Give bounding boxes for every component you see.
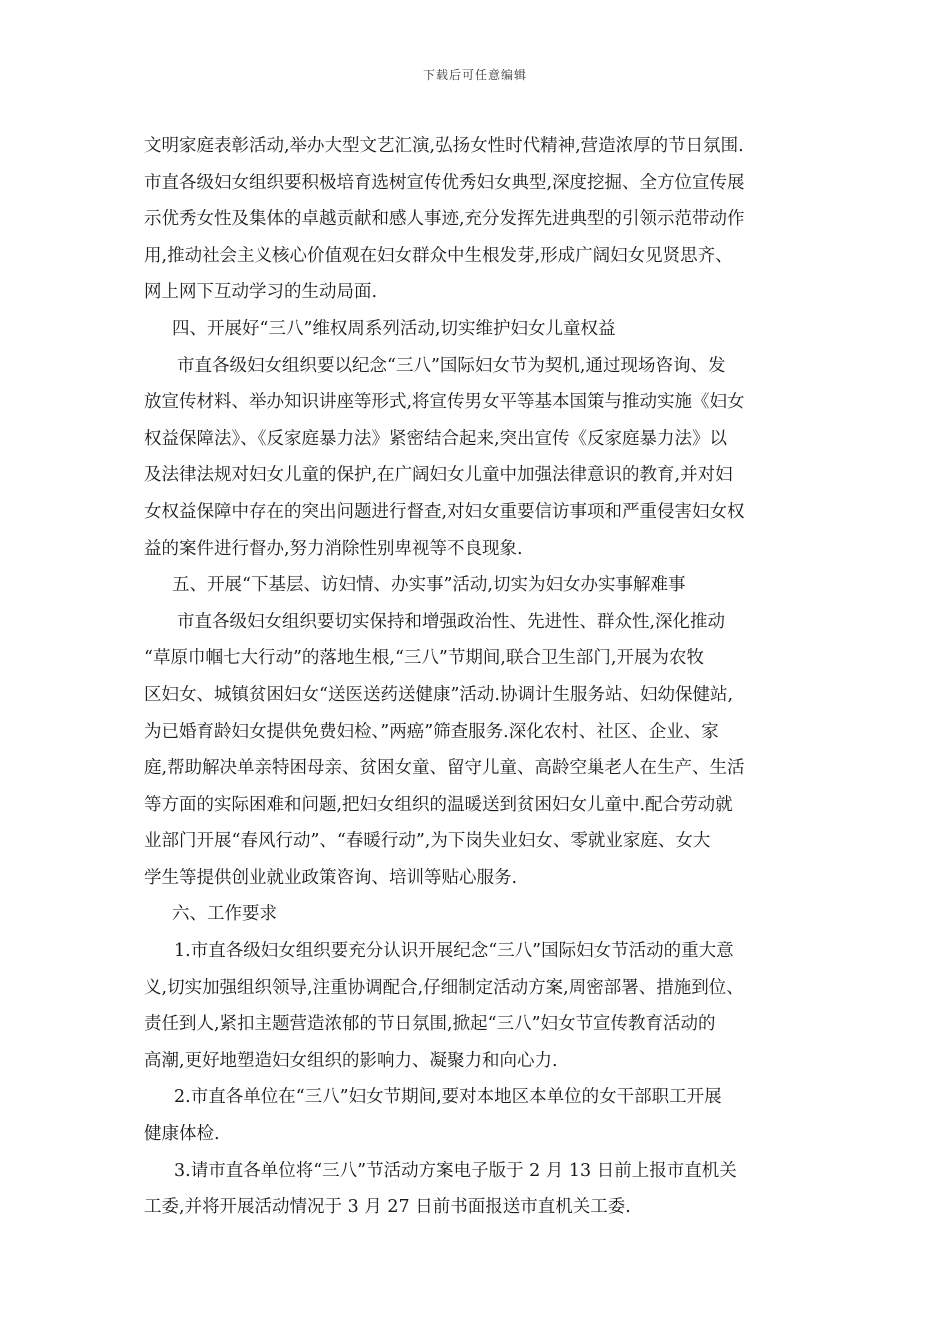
text-line: 文明家庭表彰活动,举办大型文艺汇演,弘扬女性时代精神,营造浓厚的节日氛围. (144, 136, 744, 156)
text-line: 等方面的实际困难和问题,把妇女组织的温暖送到贫困妇女儿童中.配合劳动就 (144, 794, 733, 815)
text-line: 工委,并将开展活动情况于 3 月 27 日前书面报送市直机关工委. (144, 1197, 631, 1218)
text-line: 3.请市直各单位将“三八”节活动方案电子版于 2 月 13 日前上报市直机关 (174, 1160, 737, 1181)
text-line: 市直各级妇女组织要以纪念“三八”国际妇女节为契机,通过现场咨询、发 (177, 355, 726, 376)
document-body (144, 128, 812, 1226)
text-line: 高潮,更好地塑造妇女组织的影响力、凝聚力和向心力. (144, 1050, 558, 1071)
text-line: 学生等提供创业就业政策咨询、培训等贴心服务. (144, 867, 518, 888)
text-line: 义,切实加强组织领导,注重协调配合,仔细制定活动方案,周密部署、措施到位、 (144, 977, 744, 998)
text-line: 庭,帮助解决单亲特困母亲、贫困女童、留守儿童、高龄空巢老人在生产、生活 (144, 758, 745, 779)
text-line: 益的案件进行督办,努力消除性别卑视等不良现象. (144, 538, 523, 559)
page-header-note: 下载后可任意编辑 (422, 68, 527, 82)
text-line: 为已婚育龄妇女提供免费妇检、”两癌”筛查服务.深化农村、社区、企业、家 (144, 721, 719, 742)
section-heading: 六、工作要求 (172, 904, 277, 925)
text-line: 放宣传材料、举办知识讲座等形式,将宣传男女平等基本国策与推动实施《妇女 (144, 392, 745, 413)
text-line: 用,推动社会主义核心价值观在妇女群众中生根发芽,形成广阔妇女见贤思齐、 (144, 245, 733, 266)
text-line: 市直各级妇女组织要积极培育选树宣传优秀妇女典型,深度挖掘、全方位宣传展 (144, 172, 745, 193)
text-line: “草原巾帼七大行动”的落地生根,“三八”节期间,联合卫生部门,开展为农牧 (144, 648, 704, 669)
text-line: 1.市直各级妇女组织要充分认识开展纪念“三八”国际妇女节活动的重大意 (174, 941, 734, 962)
text-line: 业部门开展“春风行动”、“春暖行动”,为下岗失业妇女、零就业家庭、女大 (144, 831, 711, 852)
text-line: 区妇女、城镇贫困妇女“送医送药送健康”活动.协调计生服务站、妇幼保健站, (144, 684, 734, 705)
text-line: 市直各级妇女组织要切实保持和增强政治性、先进性、群众性,深化推动 (177, 611, 726, 632)
text-line: 权益保障法》、《反家庭暴力法》紧密结合起来,突出宣传《反家庭暴力法》以 (144, 428, 728, 449)
text-line: 及法律法规对妇女儿童的保护,在广阔妇女儿童中加强法律意识的教育,并对妇 (144, 465, 733, 486)
text-line: 女权益保障中存在的突出问题进行督查,对妇女重要信访事项和严重侵害妇女权 (144, 501, 745, 522)
section-heading: 四、开展好“三八”维权周系列活动,切实维护妇女儿童权益 (172, 318, 616, 339)
section-heading: 五、开展“下基层、访妇情、办实事”活动,切实为妇女办实事解难事 (172, 575, 686, 596)
text-line: 责任到人,紧扣主题营造浓郁的节日氛围,掀起“三八”妇女节宣传教育活动的 (144, 1014, 716, 1035)
text-line: 示优秀女性及集体的卓越贡献和感人事迹,充分发挥先进典型的引领示范带动作 (144, 209, 745, 230)
text-line: 网上网下互动学习的生动局面. (144, 282, 378, 303)
text-line: 健康体检. (144, 1124, 220, 1145)
text-line: 2.市直各单位在“三八”妇女节期间,要对本地区本单位的女干部职工开展 (174, 1087, 722, 1108)
